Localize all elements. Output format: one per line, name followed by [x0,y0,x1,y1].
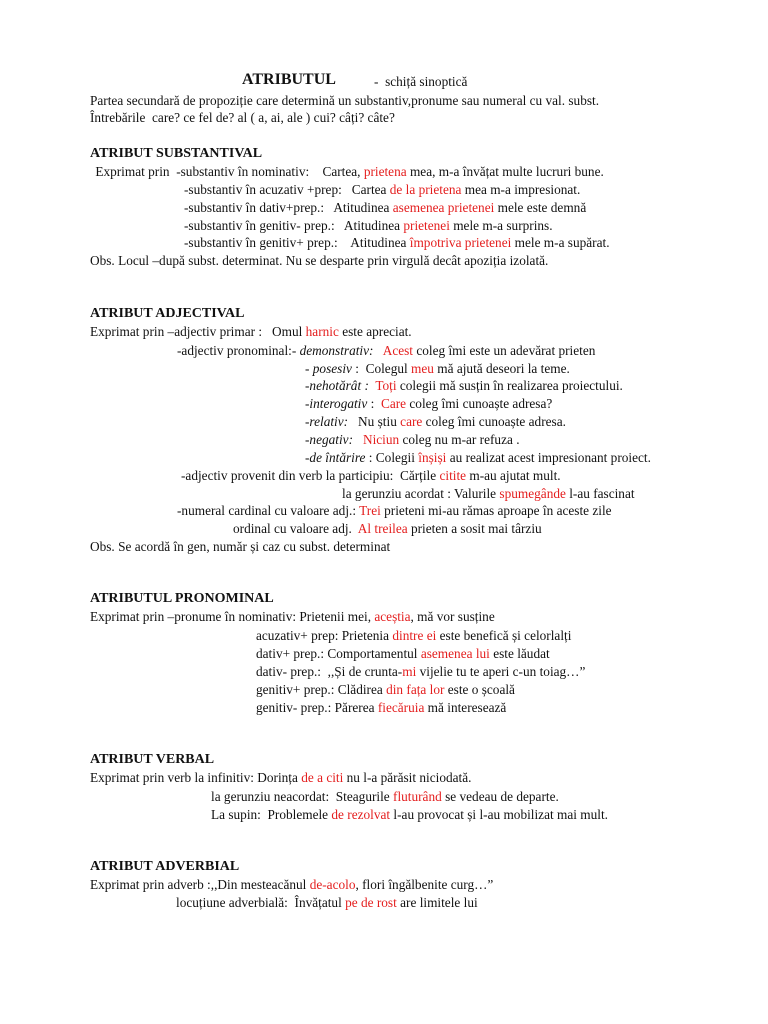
example-row: -adjectiv pronominal:- demonstrativ: Acest coleg îmi este un adevărat prieten [177,343,596,358]
heading-substantival: ATRIBUT SUBSTANTIVAL [90,146,263,161]
example-row: -nehotărât : Toți colegii mă susțin în realizarea proiectului. [305,378,623,393]
example-row: Exprimat prin verb la infinitiv: Dorința de a citi nu l-a părăsit niciodată. [90,770,472,785]
example-row: locuțiune adverbială: Învățatul pe de rost are limitele lui [176,895,478,910]
observation-line: Obs. Locul –după subst. determinat. Nu se desparte prin virgulă decât apoziția izolată. [90,253,549,268]
example-row: -substantiv în dativ+prep.: Atitudinea asemenea prietenei mele este demnă [184,200,587,215]
document-subtitle: - schiță sinoptică [374,74,468,89]
example-row: -negativ: Niciun coleg nu m-ar refuza . [305,432,520,447]
example-row: Exprimat prin –adjectiv primar : Omul harnic este apreciat. [90,324,412,339]
example-row: acuzativ+ prep: Prietenia dintre ei este benefică și celorlalți [256,628,572,643]
example-row: -substantiv în acuzativ +prep: Cartea de la prietena mea m-a impresionat. [184,182,581,197]
example-row: genitiv- prep.: Părerea fiecăruia mă interesează [256,700,507,715]
example-row: -relativ: Nu știu care coleg îmi cunoaște adresa. [305,414,566,429]
questions-line: Întrebările care? ce fel de? al ( a, ai, ale ) cui? câți? câte? [90,110,395,125]
example-row: -adjectiv provenit din verb la participiu: Cărțile citite m-au ajutat mult. [181,468,561,483]
example-row: ordinal cu valoare adj. Al treilea prieten a sosit mai târziu [233,521,542,536]
example-row: Exprimat prin –pronume în nominativ: Prietenii mei, aceștia, mă vor susține [90,609,495,624]
heading-verbal: ATRIBUT VERBAL [90,752,215,767]
example-row: - posesiv : Colegul meu mă ajută deseori la teme. [305,361,570,376]
example-row: la gerunziu acordat : Valurile spumegânde l-au fascinat [342,486,635,501]
example-row: -numeral cardinal cu valoare adj.: Trei prieteni mi-au rămas aproape în aceste zile [177,503,612,518]
example-row: -de întărire : Colegii înșiși au realizat acest impresionant proiect. [305,450,651,465]
example-row: -substantiv în genitiv- prep.: Atitudinea prietenei mele m-a surprins. [184,218,553,233]
observation-line: Obs. Se acordă în gen, număr și caz cu subst. determinat [90,539,391,554]
example-row: Exprimat prin -substantiv în nominativ: Cartea, prietena mea, m-a învățat multe lucruri bune. [92,164,604,179]
example-row: -substantiv în genitiv+ prep.: Atitudinea împotriva prietenei mele m-a supărat. [184,235,610,250]
example-row: dativ- prep.: ,,Și de crunta-mi vijelie tu te aperi c-un toiag…” [256,664,586,679]
example-row: genitiv+ prep.: Clădirea din fața lor este o școală [256,682,515,697]
heading-adjectival: ATRIBUT ADJECTIVAL [90,306,245,321]
example-row: -interogativ : Care coleg îmi cunoaște adresa? [305,396,553,411]
example-row: dativ+ prep.: Comportamentul asemenea lui este lăudat [256,646,550,661]
example-row: la gerunziu neacordat: Steagurile fluturând se vedeau de departe. [211,789,559,804]
heading-adverbial: ATRIBUT ADVERBIAL [90,859,240,874]
heading-pronominal: ATRIBUTUL PRONOMINAL [90,591,274,606]
example-row: La supin: Problemele de rezolvat l-au provocat și l-au mobilizat mai mult. [211,807,608,822]
document-title: ATRIBUTUL [242,71,336,88]
definition-line: Partea secundară de propoziție care determină un substantiv,pronume sau numeral cu val. subst. [90,93,600,108]
example-row: Exprimat prin adverb :,,Din mesteacănul de-acolo, flori îngălbenite curg…” [90,877,494,892]
